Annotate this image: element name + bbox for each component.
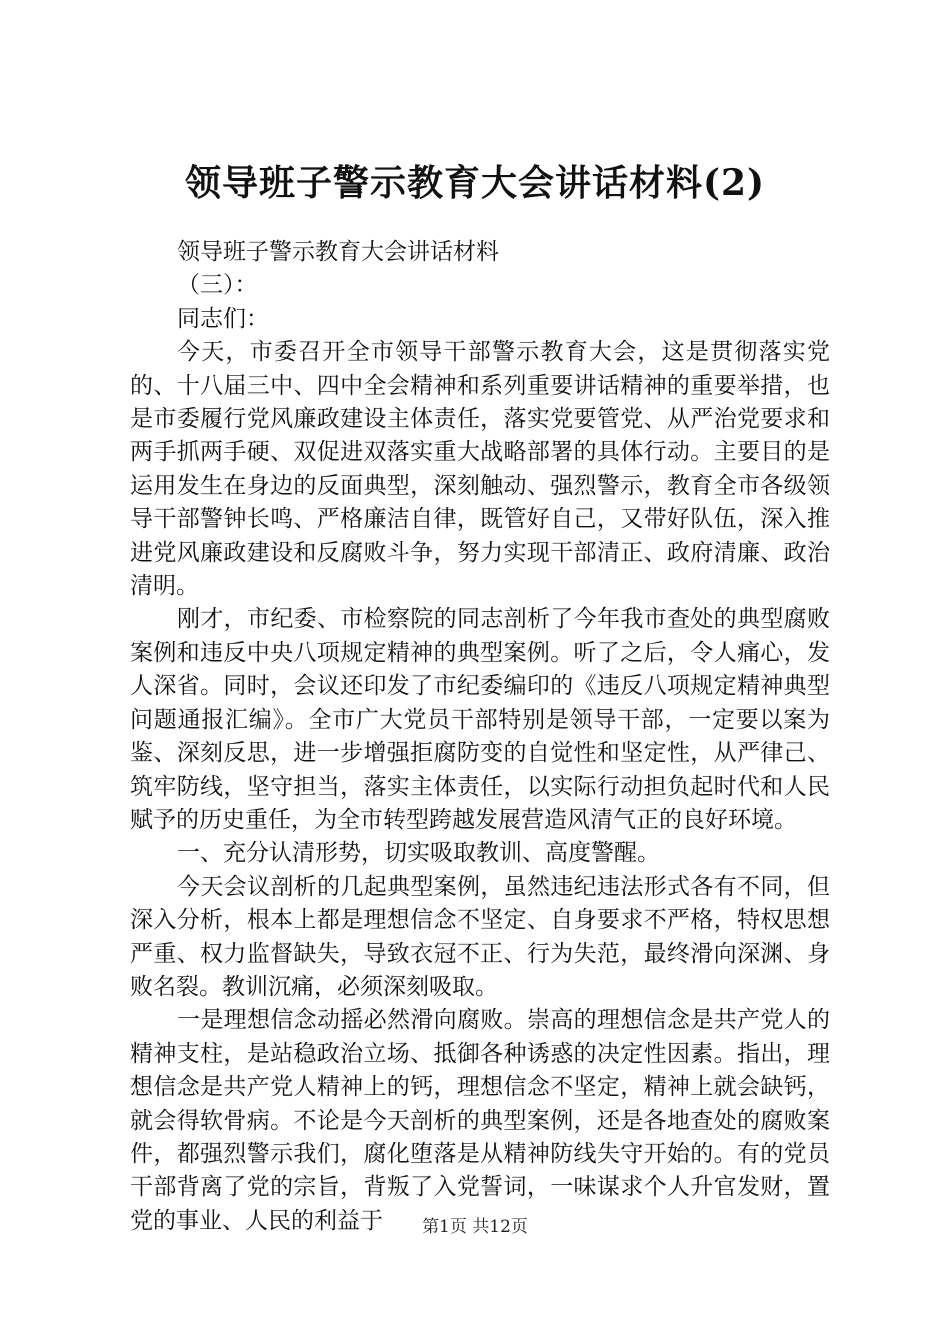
salutation-paragraph: 同志们： xyxy=(177,305,269,332)
section-heading: 一、充分认清形势，切实吸取教训、高度警醒。 xyxy=(177,840,660,867)
body-paragraph: 刚才，市纪委、市检察院的同志剖析了今年我市查处的典型腐败案例和违反中央八项规定精神的典型案例。听了之后，令人痛心，发人深省。同时，会议还印发了市纪委编印的《违反八项规定精神典型问题通报汇编》。全市广大党员干部特别是领导干部，一定要以案为鉴、深刻反思，进一步增强拒腐防变的自觉性和坚定性，从严律己、筑牢防线，坚守担当，落实主体责任，以实际行动担负起时代和人民赋予的历史重任，为全市转型跨越发展营造风清气正的良好环境。 xyxy=(130,606,830,833)
subtitle-paragraph: 领导班子警示教育大会讲话材料 xyxy=(177,239,499,265)
document-body xyxy=(130,236,830,1238)
body-paragraph: 今天会议剖析的几起典型案例，虽然违纪违法形式各有不同，但深入分析，根本上都是理想信念不坚定、自身要求不严格，特权思想严重、权力监督缺失，导致衣冠不正、行为失范，最终滑向深渊、身败名裂。教训沉痛，必须深刻吸取。 xyxy=(130,873,830,1000)
document-title: 领导班子警示教育大会讲话材料(2) xyxy=(184,162,766,204)
section-marker-paragraph: （三）： xyxy=(177,272,258,299)
page-number-footer: 第1页 共12页 xyxy=(422,1217,528,1237)
body-paragraph: 今天，市委召开全市领导干部警示教育大会，这是贯彻落实党的、十八届三中、四中全会精神和系列重要讲话精神的重要举措，也是市委履行党风廉政建设主体责任，落实党要管党、从严治党要求和两手抓两手硬、双促进双落实重大战略部署的具体行动。主要目的是运用发生在身边的反面典型，深刻触动、强烈警示，教育全市各级领导干部警钟长鸣、严格廉洁自律，既管好自己，又带好队伍，深入推进党风廉政建设和反腐败斗争，努力实现干部清正、政府清廉、政治清明。 xyxy=(130,339,830,600)
body-paragraph: 一是理想信念动摇必然滑向腐败。崇高的理想信念是共产党人的精神支柱，是站稳政治立场、抵御各种诱惑的决定性因素。指出，理想信念是共产党人精神上的钙，理想信念不坚定，精神上就会缺钙，就会得软骨病。不论是今天剖析的典型案例，还是各地查处的腐败案件，都强烈警示我们，腐化堕落是从精神防线失守开始的。有的党员干部背离了党的宗旨，背叛了入党誓词，一味谋求个人升官发财，置党的事业、人民的利益于 xyxy=(130,1007,830,1234)
